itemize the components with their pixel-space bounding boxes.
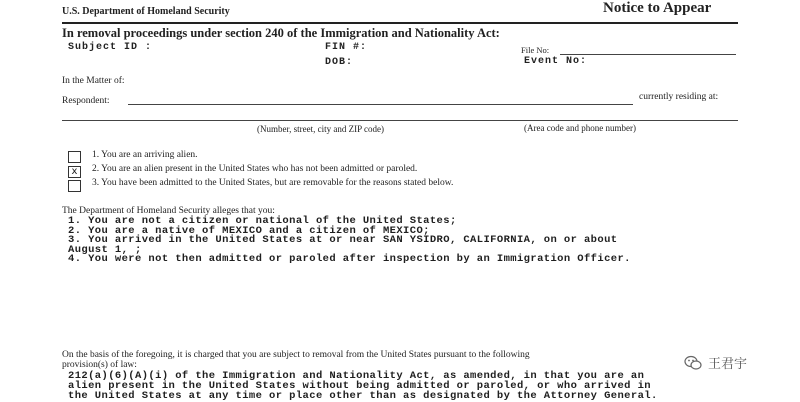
allegation-line: 4. You were not then admitted or paroled after inspection by an Immigration Officer. [68, 253, 631, 265]
wechat-icon [684, 355, 702, 371]
checkbox-not-admitted[interactable]: x [68, 166, 81, 178]
subject-id-label: Subject ID : [68, 42, 153, 53]
checkbox-removable[interactable] [68, 180, 81, 192]
phone-caption: (Area code and phone number) [524, 123, 636, 133]
charge-line: 212(a)(6)(A)(i) of the Immigration and Nationality Act, as amended, in that you are an [68, 370, 645, 382]
allegation-line: 2. You are a native of MEXICO and a citizen of MEXICO; [68, 225, 430, 237]
matter-label: In the Matter of: [62, 76, 125, 86]
file-no-line [560, 54, 736, 55]
checkbox-label-removable: 3. You have been admitted to the United States, but are removable for the reasons stated below. [92, 178, 454, 188]
address-line [62, 120, 738, 121]
charge-line: the United States at any time or place other than as designated by the Attorney General. [68, 390, 658, 402]
watermark-text: 王君宇 [708, 357, 748, 372]
agency-name: U.S. Department of Homeland Security [62, 6, 230, 17]
respondent-line [128, 104, 633, 105]
checkbox-arriving-alien[interactable] [68, 151, 81, 163]
document-title: Notice to Appear [603, 0, 712, 16]
residing-label: currently residing at: [639, 92, 719, 102]
proceedings-heading: In removal proceedings under section 240 of the Immigration and Nationality Act: [62, 26, 500, 40]
checkbox-label-arriving-alien: 1. You are an arriving alien. [92, 150, 198, 160]
dob-label: DOB: [325, 57, 354, 68]
event-no-label: Event No: [524, 56, 588, 67]
allegation-line: 3. You arrived in the United States at or near SAN YSIDRO, CALIFORNIA, on or about [68, 234, 618, 246]
charge-intro: On the basis of the foregoing, it is charged that you are subject to removal from the United States pursuant to the following [62, 350, 530, 360]
address-caption: (Number, street, city and ZIP code) [257, 124, 385, 134]
header-rule [62, 22, 738, 24]
respondent-label: Respondent: [62, 96, 110, 106]
allegation-line: August 1, ; [68, 244, 142, 256]
fin-label: FIN #: [325, 42, 368, 53]
charge-line: alien present in the United States without being admitted or paroled, or who arrived in [68, 380, 651, 392]
provisions-label: provision(s) of law: [62, 360, 137, 370]
allegation-line: 1. You are not a citizen or national of the United States; [68, 215, 457, 227]
checkbox-label-not-admitted: 2. You are an alien present in the United States who has not been admitted or paroled. [92, 164, 418, 174]
file-no-label: File No: [521, 45, 550, 55]
allegations-intro: The Department of Homeland Security alleges that you: [62, 206, 275, 216]
watermark [684, 353, 747, 372]
